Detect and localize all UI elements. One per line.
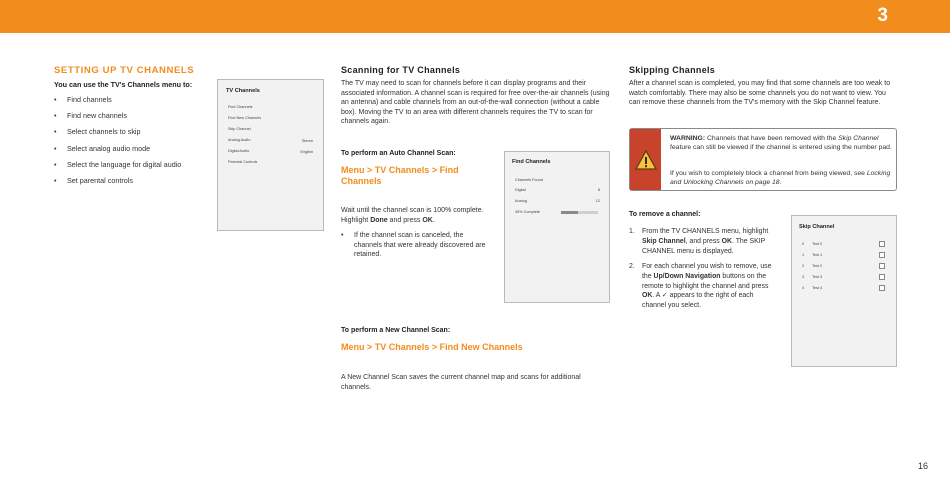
warning-icon — [635, 150, 657, 170]
intro-text: You can use the TV's Channels menu to: — [54, 80, 193, 89]
warning-text — [670, 134, 892, 153]
channel-name[interactable]: Test 1 — [812, 253, 823, 257]
page-number: 16 — [917, 461, 928, 471]
screen-title: TV Channels — [226, 88, 260, 94]
step-1 — [629, 227, 774, 256]
list-item: • Find channels — [54, 95, 181, 111]
step-number: 2. — [629, 263, 635, 270]
step-text: . A — [652, 292, 662, 300]
new-scan-body: A New Channel Scan saves the current channel map and scans for additional channels. — [341, 374, 581, 391]
ok-label: OK — [642, 292, 653, 300]
path-menu: Menu — [341, 342, 365, 352]
path-separator: > — [431, 165, 438, 175]
path-find-channels: Find Channels — [341, 165, 459, 186]
menu-item-digital-audio[interactable]: Digital Audio — [228, 149, 250, 153]
channel-number: 0 — [802, 242, 805, 246]
skip-checkbox[interactable] — [879, 252, 885, 258]
channel-number: 1 — [802, 253, 805, 257]
done-label: Done — [370, 216, 388, 224]
scanning-title: Scanning for TV Channels — [341, 65, 461, 75]
step-text: From the TV CHANNELS menu, highlight — [642, 228, 769, 235]
section-title: SETTING UP TV CHANNELS — [54, 65, 195, 76]
page-reference-link[interactable]: Locking and Unlocking Channels on page 18 — [670, 170, 891, 187]
screen-title: Find Channels — [512, 159, 551, 165]
warning-italic: Skip Channel — [838, 135, 879, 142]
digital-count: 8 — [597, 188, 600, 192]
channel-number: 3 — [802, 275, 805, 279]
step-text: . The SKIP CHANNEL menu is displayed. — [642, 237, 766, 255]
warning-reference — [670, 169, 892, 188]
bullet: • — [341, 232, 344, 239]
skip-checkbox[interactable] — [879, 285, 885, 291]
path-tv-channels: TV Channels — [374, 165, 430, 175]
channel-name[interactable]: Test 4 — [812, 286, 823, 290]
step-bold: Up/Down Navigation — [653, 272, 721, 280]
channel-name[interactable]: Test 2 — [812, 264, 823, 268]
analog-audio-value: Stereo — [301, 139, 313, 143]
path-menu: Menu — [341, 165, 365, 175]
skip-checkbox[interactable] — [879, 241, 885, 247]
warning-text-part: Channels that have been removed with the — [705, 135, 839, 142]
warning-text-part: feature can still be viewed if the channel is entered using the number pad. — [670, 144, 892, 152]
list-item: • Select channels to skip — [54, 127, 181, 143]
wait-instruction — [341, 206, 496, 225]
digital-audio-value: English — [300, 150, 313, 154]
channel-name[interactable]: Test 3 — [812, 275, 823, 279]
step-bold: Skip Channel — [642, 237, 686, 245]
feature-list — [54, 95, 181, 192]
screen-title: Skip Channel — [799, 224, 835, 230]
ok-label: OK — [422, 216, 433, 224]
new-scan-path — [341, 342, 611, 353]
header-bar — [0, 0, 950, 33]
menu-item-skip-channel[interactable]: Skip Channel — [228, 127, 251, 131]
warning-strip — [630, 129, 661, 190]
step-2 — [629, 262, 779, 311]
cancel-note — [341, 231, 491, 260]
menu-item-analog-audio[interactable]: Analog Audio — [228, 138, 251, 142]
auto-scan-path — [341, 165, 491, 186]
step-text: For each channel you wish to remove, use the — [642, 263, 772, 280]
list-item: • Find new channels — [54, 111, 181, 127]
scanning-body: The TV may need to scan for channels before it can display programs and their associated information. A channel scan is required for free over-the-air channels (using an antenna) and cable channels from an out-of-the-wall connection (without a cable box). Moving the TV to an area with different channels requires the TV to scan for channels again. — [341, 80, 610, 126]
path-separator: > — [367, 165, 373, 175]
path-find-new-channels: Find New Channels — [439, 342, 523, 352]
new-scan-heading: To perform a New Channel Scan: — [341, 327, 451, 334]
path-separator: > — [367, 342, 373, 352]
menu-item-parental-controls[interactable]: Parental Controls — [228, 160, 258, 164]
warning-box — [629, 128, 897, 191]
auto-scan-heading: To perform an Auto Channel Scan: — [341, 150, 456, 157]
wait-text: Wait until the channel scan is 100% complete. Highlight — [341, 207, 484, 224]
channel-number: 2 — [802, 264, 805, 268]
progress-bar — [561, 211, 598, 214]
digital-label: Digital — [515, 188, 526, 192]
ok-label: OK — [721, 237, 733, 245]
wait-text: . — [432, 216, 435, 224]
skipping-body: After a channel scan is completed, you may find that some channels are too weak to watch comfortably. There may also be some channels you do not want to view. You can remove these channels from the TV's memory with the Skip Channel feature. — [629, 80, 891, 107]
progress-label: 45% Complete — [515, 210, 540, 214]
warning-text-part: If you wish to completely block a channel from being viewed, see — [670, 170, 867, 177]
tv-channels-screen — [217, 79, 324, 231]
menu-item-find-channels[interactable]: Find Channels — [228, 105, 253, 109]
skip-checkbox[interactable] — [879, 274, 885, 280]
remove-heading: To remove a channel: — [629, 211, 701, 218]
skip-checkbox[interactable] — [879, 263, 885, 269]
list-item: • Select the language for digital audio — [54, 160, 181, 176]
channel-number: 4 — [802, 286, 805, 290]
warning-text-part: . — [779, 179, 782, 187]
list-item: • Select analog audio mode — [54, 144, 181, 160]
list-item: • Set parental controls — [54, 176, 181, 192]
menu-item-find-new-channels[interactable]: Find New Channels — [228, 116, 262, 120]
step-number: 1. — [629, 228, 635, 235]
progress-fill — [561, 211, 578, 214]
step-text: appears to the right of each channel you select. — [642, 292, 754, 310]
skipping-title: Skipping Channels — [629, 65, 716, 75]
analog-count: 12 — [595, 199, 600, 203]
channel-name[interactable]: Test 0 — [812, 242, 823, 246]
channels-found-label: Channels Found — [515, 178, 543, 182]
wait-text: and press — [387, 216, 423, 224]
chapter-number: 3 — [877, 5, 888, 26]
warning-label: WARNING: — [670, 135, 706, 142]
checkmark-icon: ✓ — [661, 292, 668, 300]
cancel-note-text: If the channel scan is canceled, the channels that were already discovered are retained. — [354, 232, 486, 259]
find-channels-screen — [504, 151, 610, 303]
step-text: , and press — [685, 237, 722, 245]
step-text: buttons on the remote to highlight the channel and press — [642, 272, 769, 290]
path-separator: > — [431, 342, 438, 352]
path-tv-channels: TV Channels — [374, 342, 430, 352]
skip-channel-screen — [791, 215, 897, 367]
analog-label: Analog — [515, 199, 527, 203]
